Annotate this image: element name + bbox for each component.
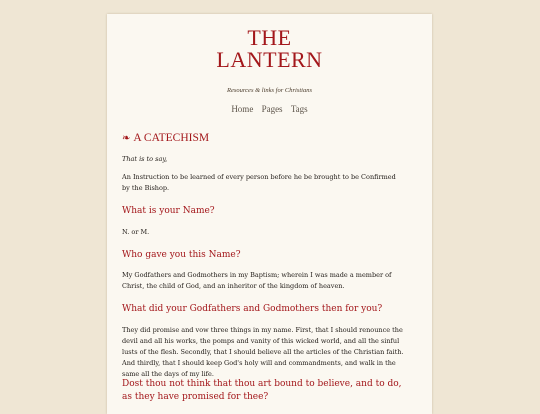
nav-pages-link[interactable]: Pages bbox=[261, 104, 283, 114]
nav-tags-link[interactable]: Tags bbox=[290, 104, 308, 114]
page-card bbox=[107, 14, 432, 414]
answer-2: My Godfathers and Godmothers in my Baptism; wherein I was made a member of Christ, the child of God, and an inheritor of the kingdom of heaven. bbox=[122, 271, 392, 290]
answer-3: They did promise and vow three things in my name. First, that I should renounce the devil and all his works, the pomps and vanity of this wicked world, and all the sinful lusts of the flesh. Secondly, that I should believe all the articles of the Christian faith. And thirdly, that I should keep God's holy will and commandments, and walk in the same all the days of my life. bbox=[122, 326, 404, 378]
intro-paragraph: An Instruction to be learned of every person before he be brought to be Confirmed by the Bishop. bbox=[122, 173, 396, 192]
main-nav bbox=[107, 104, 432, 114]
question-3: What did your Godfathers and Godmothers then for you? bbox=[122, 304, 383, 314]
article-heading bbox=[122, 132, 209, 144]
question-4: Dost thou not think that thou art bound to believe, and to do, as they have promised for thee? bbox=[122, 379, 402, 402]
answer-1: N. or M. bbox=[122, 228, 150, 236]
question-1: What is your Name? bbox=[122, 206, 215, 216]
nav-home-link[interactable]: Home bbox=[231, 104, 254, 114]
article-heading-text: A CATECHISM bbox=[133, 132, 210, 144]
site-title-line2[interactable]: LANTERN bbox=[216, 47, 323, 72]
question-2: Who gave you this Name? bbox=[122, 250, 241, 260]
site-tagline: Resources & links for Christians bbox=[227, 87, 312, 94]
intro-label: That is to say, bbox=[122, 155, 168, 163]
site-title-line1[interactable]: THE bbox=[247, 25, 292, 50]
fleuron-icon: ❧ bbox=[122, 133, 131, 144]
